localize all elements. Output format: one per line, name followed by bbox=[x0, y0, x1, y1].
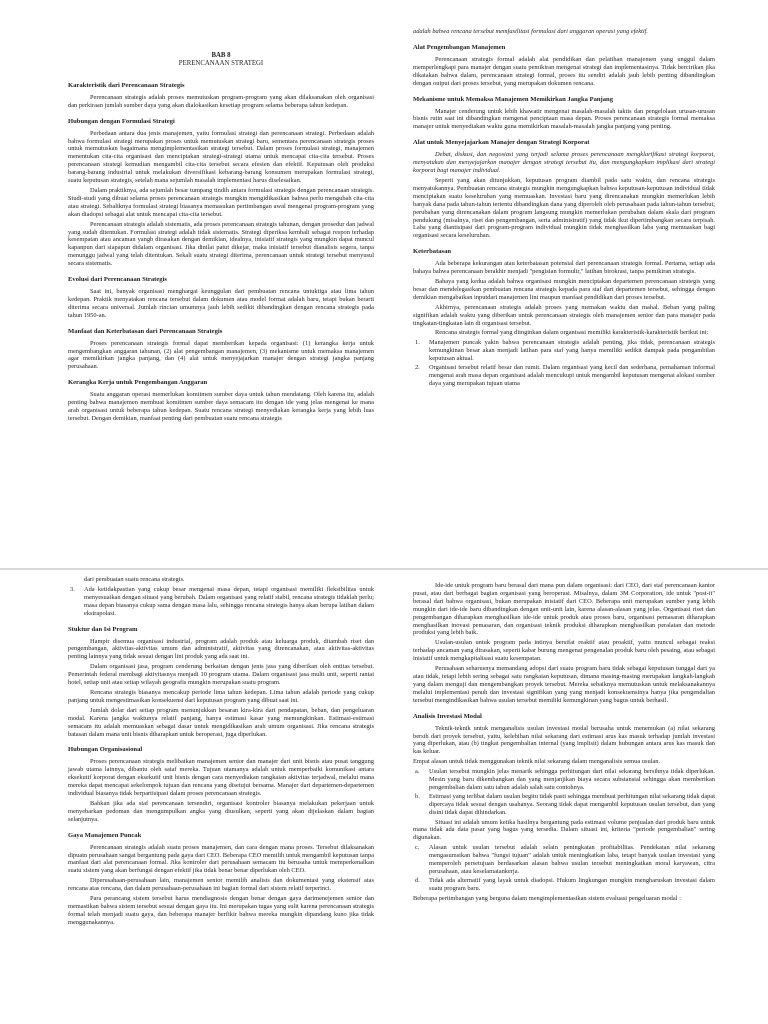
lettered-list bbox=[413, 844, 715, 892]
paragraph: Perencanaan strategis formal adalah alat pendidikan dan pelatihan manajemen yang unggul dalam memperlengkapi para manajer dengan suatu pemikiran mengenai strategi dan implementasinya. Tidak bercirikan jika dikatakan bahwa dalam, perencanaan strategi formal, proses itu sendiri adalah jauh lebih penting dibandingkan dengan output dari proses tersebut, yang merupakan dokumen rencana. bbox=[413, 55, 715, 87]
list-item bbox=[68, 586, 374, 618]
page-top-right-column bbox=[413, 28, 715, 560]
paragraph: Bahkan jika ada staf perencanaan tersendiri, organisasi kontroler biasanya melakukan pekerjaan untuk menyebarkan pedoman dan mengumpulkan angka yang diusulkan, seperti yang akan dijelaskan dalam bagian selanjutnya. bbox=[68, 799, 374, 823]
paragraph: Hampir disemua organisasi industrial, program adalah produk atau keluarga produk, ditambah riset dan pengembangan, aktivitas-aktivitas umum dan administratif, aktivitas yang direncanakan, atau aktivitas-aktivitas penting lainnya yang tidak sesuai dengan lini produk yang ada saat ini. bbox=[68, 637, 374, 661]
section-heading: Mekanisme untuk Memaksa Manajemen Memikirkan Jangka Panjang bbox=[413, 95, 614, 103]
paragraph: Teknik-teknik untuk menganalisis usulan investasi modal berusaha untuk menemukan (a) nilai sekarang bersih dari proyek tersebut, yaitu, kelebihan nilai sekarang dari estimasi arus kas masuk terhadap jumlah investasi yang diperlukan, atau (b) tingkat pengembalian internal (yang implisit) dalam hubungan antara arus kas masuk dan kas keluar. bbox=[413, 724, 715, 756]
list-item bbox=[413, 793, 715, 817]
section-heading: Alat untuk Menyejajarkan Manajer dengan Strategi Korporat bbox=[413, 139, 590, 147]
numbered-list bbox=[413, 339, 715, 387]
list-marker: 1. bbox=[415, 339, 420, 347]
paragraph: Debat, diskusi, dan negosiasi yang terjadi selama proses perencanaan mengklarifikasi strategi korporat, menyatukan dan menyejajarkan manajer dengan strategi tersebut itu, dan mengungkapkan implikasi dari strategi korporat bagi manajer individual. bbox=[413, 151, 715, 175]
chapter-title: BAB 8 bbox=[211, 52, 231, 59]
list-marker: c. bbox=[415, 844, 420, 852]
list-marker: a. bbox=[415, 768, 420, 776]
list-item-text: Alasan untuk usulan tersebut adalah selain peningkatan profitabilitas. Pendekatan nilai sekarang mengasumsikan bahwa "fungsi tujuan" adalah untuk meningkatkan laba, tetapi banyak usulan investasi yang memperoleh persetujuan berdasarkan alasan bahwa usulan tersebut meningkatkan moral karyawan, citra perusahaan, atau keselamatankerja. bbox=[429, 844, 715, 875]
paragraph: Usulan-usulan untuk program pada intinya bersifat reaktif atau proaktif, yaitu muncul sebagai reaksi terhadap ancaman yang dirasakan, seperti kabar burung mengenai pengenalan produk baru oleh pesaing, atau sebagai inisiatif untuk mengkapitalisasi suatu kesempatan. bbox=[413, 639, 715, 663]
paragraph: Proses perencanaan strategis formal dapat memberikan kepada organisasi: (1) kerangka kerja untuk mengembangkan anggaran tahunan, (2) alat pengembangan manajemen, (3) mekanisme untuk memaksa manajemen agar memikirkan jangka panjang, dan (4) alat untuk menyejajarkan manajer dengan strategi jangka panjang perusahaan. bbox=[68, 339, 374, 371]
section-heading: Analisis Investasi Modal bbox=[413, 712, 482, 720]
page-top-left-column bbox=[68, 52, 374, 562]
list-item-text: Organisasi tersebut relatif besar dan rumit. Dalam organisasi yang kecil dan sederhana, pemahaman informal mengenai arah masa depan organisasi adalah mencukupi untuk mengambil keputusan mengenai alokasi sumber daya yang merupakan tujuan utama bbox=[429, 364, 715, 387]
paragraph: Para perancang sistem tersebut harus mendiagnosis dengan benar dengan gaya darimenejemen senior dan memastikan bahwa sistem tersebut sesuai dengan gaya itu. Ini merupakan tugas yang sulit karena perencanaan strategis formal telah menjadi suatu gaya, dan beberapa manajer berfikir bahwa mereka mungkin dipandang kuno jika tidak menggunakannya. bbox=[68, 895, 374, 926]
paragraph: Ada beberapa kekurangan atau keterbatasan potensial dari perencanaan strategis formal. Pertama, setiap ada bahaya bahwa perencanaan berakhir menjadi "pengisian formulir," latihan birokrasi, tanpa pemikiran strategis. bbox=[413, 260, 715, 276]
section-heading: Alat Pengembangan Manajemen bbox=[413, 43, 506, 51]
paragraph: Perusahaan seharusnya memandang adopsi dari suatu program baru tidak sebagai keputusan tunggal dari ya atau tidak, tetapi lebih sering sebagai satu rangkaian keputusan, dimana masing-masing merupakan langkah-langkah yang dalam menguji dan mengembangkan proyek tersebut. Mereka sebaiknya memutuskan untuk melaksanakannya melalui implementasi penuh dan investasi signifikan yang yang menjadi konsekuensinya hanya jika pengendalian tersebut mengindikasikan bahwa usulan tersebut memiliki kemungkinan yang bagus untuk berhasil. bbox=[413, 665, 715, 704]
section-heading: Hubungan dengan Formulasi Strategi bbox=[68, 117, 175, 125]
paragraph-continued: adalah bahwa rencana tersebut memfasilitasi formulasi dari anggaran operasi yang efektif. bbox=[413, 28, 648, 35]
paragraph: Perencanaan strategis adalah proses memutuskan program-program yang akan dilaksanakan oleh organisasi dan perkiraan jumlah sumber daya yang akan dialokasikan kesetiap program selama beberapa tahun kedepan. bbox=[68, 93, 374, 109]
list-item-text: Ada ketidakpastian yang cukup besar mengenai masa depan, tetapi organisasi memiliki fleksibilitas untuk menyesuaikan dengan situasi yang berubah. Dalam organisasi yang relatif stabil, rencana strategis tidaklah perlu; masa depan biasanya cukup sama dengan masa lalu, sehingga rencana strategis hanya akan berupa latihan dalam ekstrapolasi. bbox=[84, 585, 374, 617]
section-heading: Karakteristik dari Perencanaan Strategis bbox=[68, 81, 185, 89]
paragraph: Perencanaan strategis adalah suatu proses manajemen, dan cara dengan mana proses. Tersebut dilaksanakan dipuatn perusahaan sangat bergantung pada gaya dari CEO. Beberapa CEO memilih untuk mengambil keputusan tanpa manfaat dari alat perencanaan formal. Jika kontroler dari perusahaan semacam itu berusaha untuk memperkenalkan suatu sistem yang akan berfungsi dengan efektif jika tidak benar benar diperlukan oleh CEO. bbox=[68, 843, 374, 875]
paragraph: Akhirnya, perencanaan strategis adalah proses yang memakan waktu dan mahal. Beban yang paling signifikan adalah waktu yang diberikan untuk perencanaan strategis oleh manajemen senior dan para manajer pada tingkatan-tingkatan lain di organisasi tersebut. bbox=[413, 303, 715, 327]
page-bottom-right-column bbox=[413, 582, 715, 1022]
paragraph: Ide-ide untuk program baru berasal dari mana pun dalam organisasi: dari CEO, dari staf perencanaan kantor pusat, atau dari berbagai bagian organisasi yang beroperasi. Misalnya, dalam 3M Corporation, ide untuk "post-it" berasal dari bahwa organisasi, bukan merupakan inisiatif dari CEO. Beberapa unit merupakan sumber yang lebih mungkin dari ide-ide baru dibandingkan dengan unit-unit lain, karena alasan-alasan yang jelas. Organisasi riset dan pengembangan diharapkan menghasilkan ide-ide untuk produk atau proses baru, organisasi pemasaran diharapkan menghasilkan inovasi pemasaran, dan organisasi teknik produksi diharapkan menghasilkan peralatan dan metode produksi yang lebih baik. bbox=[413, 582, 715, 637]
section-heading: Stuktur dan Isi Program bbox=[68, 625, 138, 633]
paragraph-continued: dari pembuatan suatu rencana strategis. bbox=[84, 576, 185, 583]
paragraph: Dalam organisasi jasa, program cenderung berkaitan dengan jenis jasa yang diberikan oleh entitas tersebut. Pemerintah federal membagi aktivitasnya menjadi 10 program utama. Dalam organisasi jasa multi unit, seperti rantai hotel, setiap unit atau setiap wilayah geografis mungkin merupakan suatu program. bbox=[68, 663, 374, 687]
paragraph: Diperusahaan-perusahaan lain, manajemen senior memilih analisis dan dokumentasi yang ekstensif atas rencana atas rencana, dan dalam perusahaan-perusahaan ini bagian formal dari sistem relatif terperinci. bbox=[68, 877, 374, 893]
paragraph: Empat alasan untuk tidak menggunakan teknik nilai sekarang dalam menganalisis semua usulan. bbox=[413, 758, 661, 766]
paragraph: Bahaya yang kedua adalah bahwa organisasi mungkin menciptakan departemen perencanaan strategis yang besar dan mendelegasikan pembuatan rencana strategis kepada para staf dari departemen tersebut, sehingga dengan demikian mengabaikan inputdari manajemen lini maupun manfaat pendidikan dari proses tersebut. bbox=[413, 278, 715, 301]
section-heading: Keterbatasan bbox=[413, 248, 452, 256]
page-bottom bbox=[0, 570, 768, 1024]
page-bottom-left-column bbox=[68, 576, 374, 1022]
list-item-text: Manajemen puncak yakin bahwa perencanaan strategis adalah penting, jika tidak, perencanaan strategis kemungkinan besar akan menjadi latihan para staf yang hanya memiliki sedikit dampak pada pengambilan keputusan aktual. bbox=[429, 339, 715, 363]
chapter-subtitle: PERENCANAAN STRATEGI bbox=[178, 59, 264, 67]
paragraph: Proses perencanaan strategis melibatkan manajemen senior dan manajer dari unit bisnis atau pusat tanggung jawab utama lainnya, dibantu oleh sataf mereka. Tujuan utamanya adalah untuk memperbaiki komunikasi antara eksekutif korporat dengan eksekutif unit bisnis dengan cara menyediakan rangkaian aktivitas terjadwal, melalui mana mereka dapat mencapai sekelompok tujuan dan rencana yang disetujui bersama. Manajer dari departemen-departemen individual biasanya tidak berpartisipasi dalam proses perencanaan strategis. bbox=[68, 758, 374, 798]
list-item-text: Usulan tersebut mungkin jelas menarik sehingga perhitungan dari nilai sekarang bersihnya tidak diperlukan. Mesin yang baru dikembangkan dan yang menjanjikan biaya secara substansial sehingga akan memberikan pengembalian dalam satu tahun adalah salah satu contohnya. bbox=[429, 768, 715, 791]
paragraph: Situasi ini adalah umum ketika hasilnya bergantung pada estimasi volume penjualan dari produk baru untuk mana tidak ada data pasar yang bagus yang tersedia. Dalam situasi ini, kriteria "periode pengembalian" sering digunakan. bbox=[413, 818, 715, 842]
section-heading: Evolusi dari Perencanaan Strategis bbox=[68, 276, 167, 284]
list-marker: 3. bbox=[70, 585, 75, 593]
numbered-list bbox=[68, 586, 374, 618]
paragraph: Rencana strategis biasanya mencakup periode lima tahun kedepan. Lima tahun adalah periode yang cukup panjang untuk mengestimasikan konsekuensi dari keputusan program yang dibuat saat ini. bbox=[68, 688, 374, 704]
paragraph: Jumlah dolar dari setiap program menunjukkan besaran kira-kira dari pendapatan, beban, dan pengeluaran modal. Karena jangka waktunya relatif panjang, hanya estimasi kasar yang memungkinkan. Estimasi-estimasi semacam itu adalah memuaskan sebagai dasar untuk mengidikasikan arah umum organisasi. Jika rencana strategis batasan dalam mana unit bisnis diharapkan untuk beroperasi, juga diperlukan. bbox=[68, 706, 374, 738]
list-marker: d. bbox=[415, 876, 420, 884]
list-item-text: Tidak ada alternatif yang layak untuk diadopsi. Hukum lingkungan mungkin mengharuskan investasi dalam suatu program baru. bbox=[429, 876, 715, 892]
paragraph: Manajer cenderung untuk lebih khawatir mengenai masalah-masalah taktis dan pengelolaan urusan-urusan bisnis rutin saat ini dibandingkan mengenai penciptaan masa depan. Proses perencanaan strategis formal memaksa manajer untuk menyediakan waktu guna memikirkan masalah-masalah jangka panjang yang penting. bbox=[413, 107, 715, 131]
section-heading: Gaya Manajemen Puncak bbox=[68, 831, 142, 839]
paragraph: Perbedaan antara dua jenis manajemen, yaitu formulasi strategi dan perencanaan strategi. Perbedaan adalah bahwa formulasi strategi merupakan proses untuk memutuskan strategi baru, sementara perencanaan strategis proses untuk memutuskan bagaimana mengimplementasikan strategi tersebut. Dalam proses formulasi strategi, manajemen menentukan cita-cita organisasi dan menciptakan strategi-strategi utama untuk mencapai cita-cita tersebut. Proses perencanaan strategi kemudian mengambil cita-cita tersebut secara efesien dan efektif. Keputusan oleh produksi barang-barang industrial untuk melakukan diversifikasi kebarang-barang konsumen merupakan formulasi strategi, suatu keputusan strategis, setelah mana sejumlah masalah implementasi harus diselesaikan. bbox=[68, 129, 374, 185]
list-marker: b. bbox=[415, 792, 420, 800]
list-item bbox=[413, 844, 715, 876]
paragraph: Perencanaan strategis adalah sistematis, ada proses perencanaan strategis tahunan, dengan prosedur dan jadwal yang sudah ditentukan. Formulasi strategi adalah tidak sistematis. Strategi diperiksa kembali sebagai respon terhadap kesempatan atau ancaman yangb dirasakan dengan demikian, idealnya, inisiatif strategis yang mungkin dapat muncul kapanpun dari siapapun didalam organisasi. Jika dinilai patut dikejar, maka inisiatif tersebut dianalisis segera, tanpa menunggu jadwal yang telah ditentukan. Sekali suatu strategi diterima, perencanaan untuk strategi tersebut menyusul secara sistematis. bbox=[68, 220, 374, 268]
paragraph: Seperti yang akan ditunjukkan, keputusan program diambil pada satu waktu, dan rencana strategis menyatukannya. Pembuatan rencana strategis mungkin mengungkapkan bahwa keputusan-keputusan individual tidak menciptakan suatu keseluruhan yang memuaskan. Investasi baru yang direncanakan mungkin memerlukan lebih banyak dana pada tahun-tahun tertentu dibandingkan dana yang diperoleh oleh perusahaan pada tahun-tahun tersebut; perubahan yang direncanakan dalam program langsung mungkin memerlukan perubahan dalam skala dari program pendukung (misalnya, riset dan pengembangan, serta administratif) yang tidak ikut dipertimbangkan secara terpisah. Laba yang diantisipasi dari program-program individual mungkin tidak menghasilkan laba yang memuaskan bagi organisasi secara keseluruhan. bbox=[413, 176, 715, 240]
paragraph: Dalam praktiknya, ada sejumlah besar tumpang tindih antara formulasi strategis dengan perencanaan strategis. Studi-studi yang dibuat selama proses perencanaan strategis mungkin mengidikasikan bahwa perlu mengubah cita-cita atau strategi. Sebaliknya formulasi strategi biasanya memasukan pertimbangan awal mengenai program-program yang akan diadopsi sebagai alat untuk mencapai cita-cita tersebut. bbox=[68, 186, 374, 218]
lettered-list bbox=[413, 768, 715, 816]
paragraph: Rencana strategis formal yang diinginkan dalam organisasi memiliki karakteristik-karakteristik berikut ini: bbox=[435, 329, 709, 337]
paragraph: Saat ini, banyak organisasi menghargai keunggulan dari pembuatan rencana untuktiga atau lima tahun kedepan. Praktik menyatakan rencana tersebut dalam dokumen atau model format adalah baru, tetapi bukan berarti diterima secara universal. Jumlah rincian umumnya jauh lebih sedikit dibandingkan dengan rencana strategis pada tahun 1950-an. bbox=[68, 288, 374, 319]
section-heading: Kerangka Kerja untuk Pengembangan Anggaran bbox=[68, 379, 208, 387]
paragraph: Suatu anggaran operasi memerlukan komitmen sumber daya untuk tahun mendatang. Oleh karena itu, adalah penting bahwa manajemen membuat komitmen sumber daya semacam itu dengan ide yang jelas mengenai ke mana arah organisasi untuk beberapa tahun kedepan. Suatu rencana strategi menyediakan kerangka kerja yang lebih luas tersebut. Dengan demikian, manfaat penting dari pembuatan suatu rencana strategis bbox=[68, 391, 374, 422]
section-heading: Manfaat dan Keterbatasan dari Perencanaan Strategis bbox=[68, 327, 223, 335]
list-item bbox=[413, 877, 715, 893]
list-marker: 2. bbox=[415, 364, 420, 372]
paragraph: Beberapa pertimbangan yang berguna dalam mengimplementasikan sistem evaluasi pengeluaran modal : bbox=[413, 894, 681, 902]
list-item bbox=[413, 768, 715, 792]
list-item bbox=[413, 364, 715, 388]
section-heading: Hubungan Organisasional bbox=[68, 746, 143, 754]
list-item bbox=[413, 339, 715, 363]
list-item-text: Estimasi yang terlibat dalam usulan begitu tidak pasti sehingga membuat perhitungan nilai sekarang tidak dapat dipercaya tidak sesuai dengan usahanya. Seorang tidak dapat mengambil keputusan usulan tersebut, dan yang disini tidak dapat dihindarkan. bbox=[429, 792, 715, 816]
